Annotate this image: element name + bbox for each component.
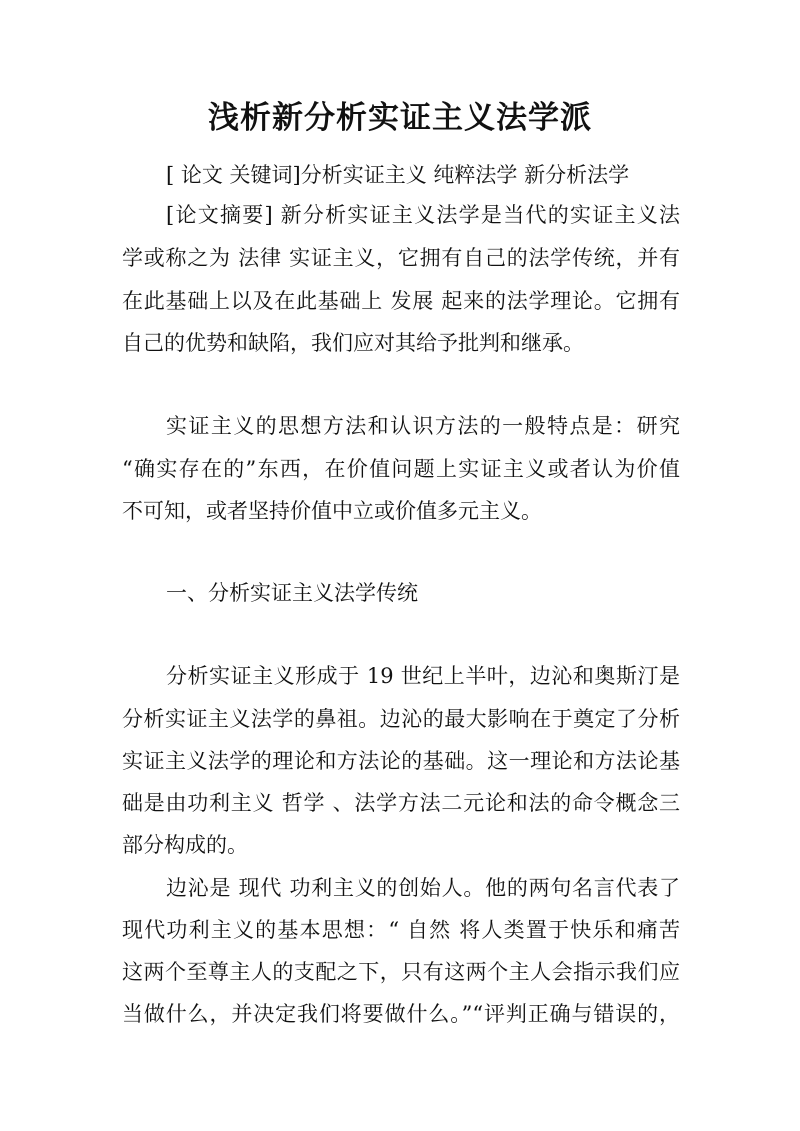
- abstract-line-1: [论文摘要] 新分析实证主义法学是当代的实证主义法: [166, 203, 680, 227]
- paragraph3-line-2: 现代功利主义的基本思想：“ 自然 将人类置于快乐和痛苦: [122, 918, 680, 942]
- paragraph2-line-5: 部分构成的。: [122, 833, 248, 857]
- paragraph1-line-1: 实证主义的思想方法和认识方法的一般特点是：研究: [166, 414, 680, 438]
- paragraph3-line-4: 当做什么，并决定我们将要做什么。”“评判正确与错误的，: [122, 1002, 680, 1026]
- abstract-line-4: 自己的优势和缺陷，我们应对其给予批判和继承。: [122, 331, 584, 355]
- section-heading: 一、分析实证主义法学传统: [166, 581, 418, 605]
- document-title: 浅析新分析实证主义法学派: [208, 100, 592, 136]
- paragraph1-line-3: 不可知，或者坚持价值中立或价值多元主义。: [122, 499, 542, 523]
- paragraph2-line-2: 分析实证主义法学的鼻祖。边沁的最大影响在于奠定了分析: [122, 707, 680, 731]
- paragraph3-line-1: 边沁是 现代 功利主义的创始人。他的两句名言代表了: [166, 876, 680, 900]
- abstract-line-3: 在此基础上以及在此基础上 发展 起来的法学理论。它拥有: [122, 289, 680, 313]
- paragraph2-line-1: 分析实证主义形成于 19 世纪上半叶，边沁和奥斯汀是: [166, 664, 680, 688]
- paragraph3-line-3: 这两个至尊主人的支配之下，只有这两个主人会指示我们应: [122, 960, 680, 984]
- keywords-line: [ 论文 关键词]分析实证主义 纯粹法学 新分析法学: [166, 163, 630, 187]
- paragraph1-line-2: “确实存在的”东西，在价值问题上实证主义或者认为价值: [122, 457, 680, 481]
- abstract-line-2: 学或称之为 法律 实证主义，它拥有自己的法学传统，并有: [122, 246, 680, 270]
- paragraph2-line-4: 础是由功利主义 哲学 、法学方法二元论和法的命令概念三: [122, 791, 680, 815]
- paragraph2-line-3: 实证主义法学的理论和方法论的基础。这一理论和方法论基: [122, 749, 680, 773]
